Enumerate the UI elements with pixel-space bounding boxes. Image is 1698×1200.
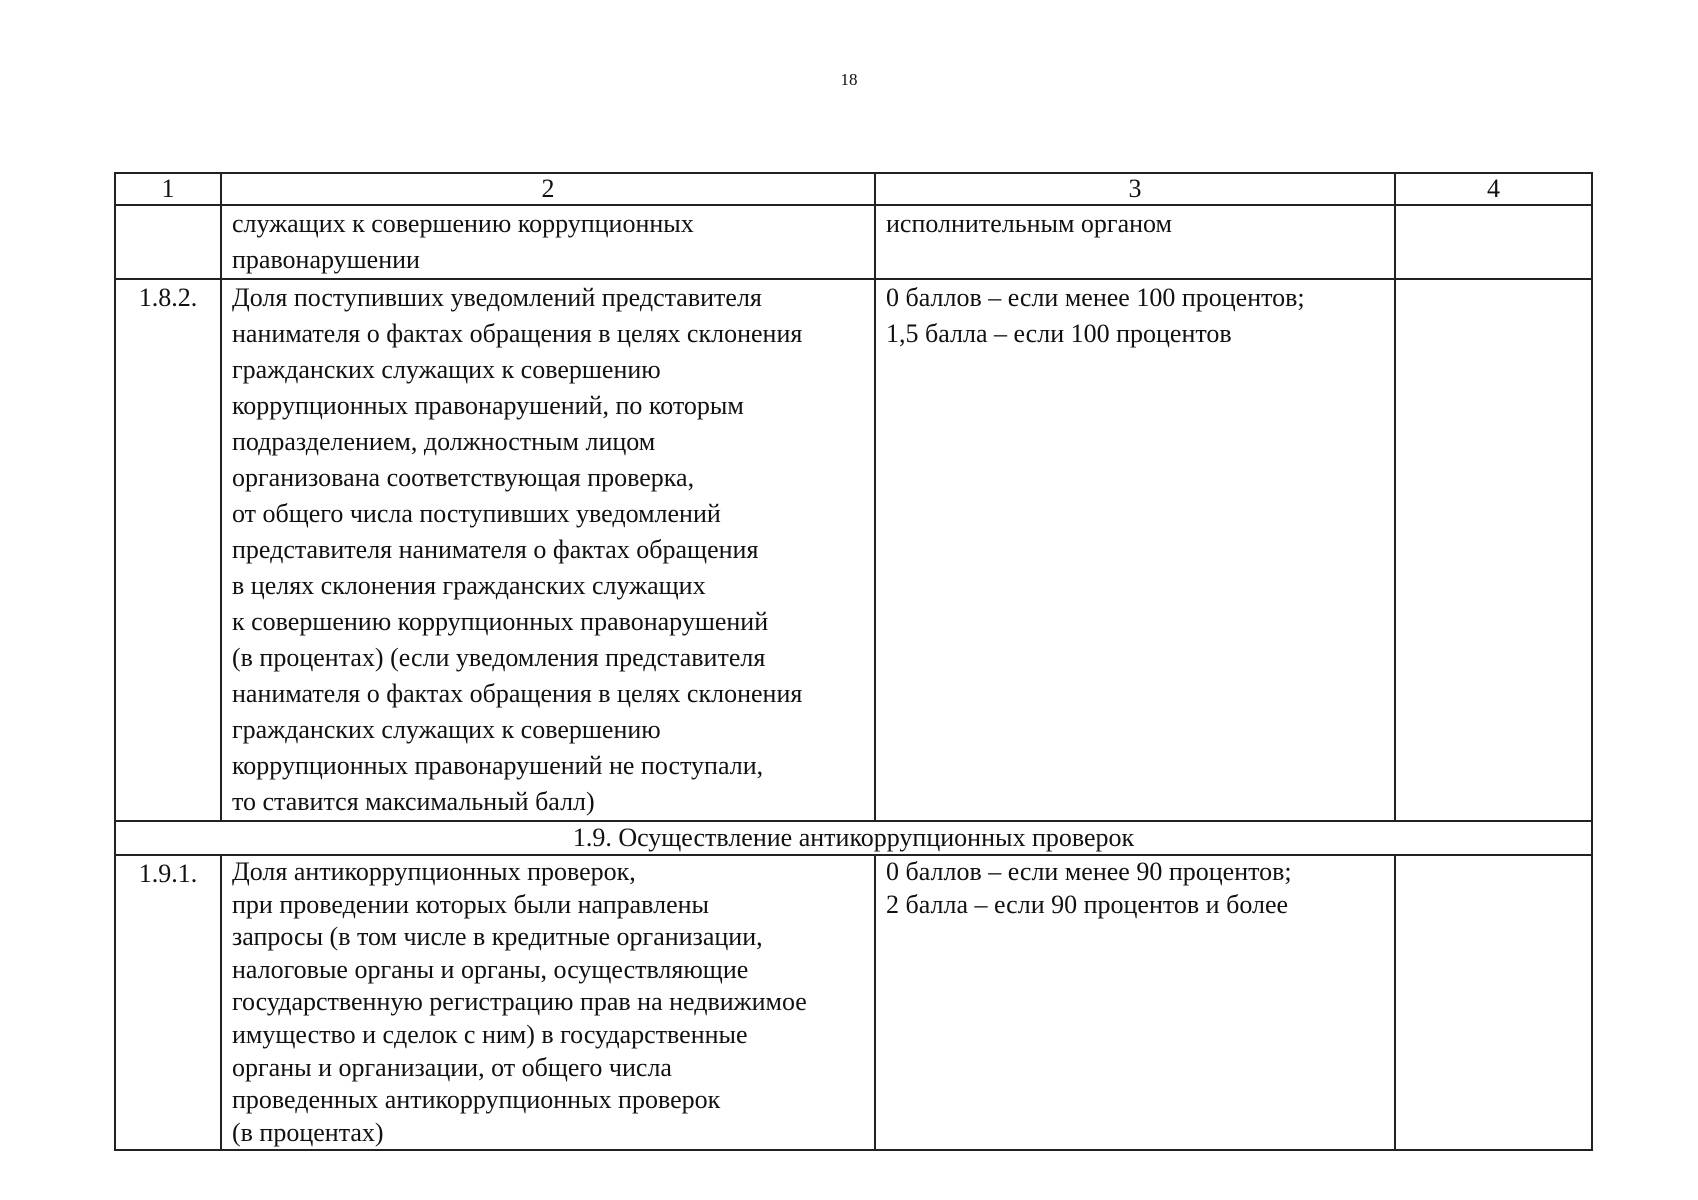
section-title: 1.9. Осуществление антикоррупционных проверок [115, 821, 1592, 855]
description-line: Доля поступивших уведомлений представителя [232, 283, 762, 312]
description-line: в целях склонения гражданских служащих [232, 571, 706, 600]
description-line: то ставится максимальный балл) [232, 787, 595, 816]
column-header-1: 1 [115, 173, 221, 205]
description-line: нанимателя о фактах обращения в целях склонения [232, 319, 803, 348]
score-line: 0 баллов – если менее 100 процентов; [886, 283, 1305, 312]
row-number-cell [115, 205, 221, 279]
score-line: исполнительным органом [886, 209, 1172, 238]
description-line: Доля антикоррупционных проверок, [232, 857, 636, 886]
description-line: органы и организации, от общего числа [232, 1052, 672, 1082]
score-cell [875, 855, 1395, 1150]
row-number-cell: 1.8.2. [115, 279, 221, 821]
score-cell [875, 279, 1395, 821]
description-line: коррупционных правонарушений, по которым [232, 391, 744, 420]
page-number: 18 [840, 70, 858, 89]
criterion-description-cell [221, 205, 875, 279]
score-line: 0 баллов – если менее 90 процентов; [886, 857, 1292, 886]
table-row [115, 279, 1592, 821]
score-line: 2 балла – если 90 процентов и более [886, 889, 1289, 919]
extra-cell [1395, 205, 1592, 279]
criterion-description-cell [221, 279, 875, 821]
description-line: при проведении которых были направлены [232, 889, 710, 919]
description-line: (в процентах) (если уведомления представителя [232, 643, 766, 672]
description-line: от общего числа поступивших уведомлений [232, 499, 721, 528]
description-line: (в процентах) [232, 1117, 384, 1147]
description-line: коррупционных правонарушений не поступали, [232, 751, 764, 780]
section-heading-row [115, 821, 1592, 855]
table-row [115, 205, 1592, 279]
description-line: правонарушении [232, 245, 420, 274]
extra-cell [1395, 855, 1592, 1150]
description-line: проведенных антикоррупционных проверок [232, 1085, 721, 1115]
score-cell [875, 205, 1395, 279]
description-line: организована соответствующая проверка, [232, 463, 695, 492]
description-line: подразделением, должностным лицом [232, 427, 656, 456]
extra-cell [1395, 279, 1592, 821]
description-line: государственную регистрацию прав на недвижимое [232, 987, 807, 1017]
description-line: представителя нанимателя о фактах обращения [232, 535, 759, 564]
score-line: 1,5 балла – если 100 процентов [886, 319, 1232, 348]
description-line: запросы (в том числе в кредитные организации, [232, 922, 763, 952]
description-line: нанимателя о фактах обращения в целях склонения [232, 679, 803, 708]
description-line: гражданских служащих к совершению [232, 715, 661, 744]
description-line: к совершению коррупционных правонарушений [232, 607, 769, 636]
row-number-cell: 1.9.1. [115, 855, 221, 1150]
criterion-description-cell [221, 855, 875, 1150]
description-line: гражданских служащих к совершению [232, 355, 661, 384]
criteria-table [114, 172, 1593, 1151]
column-header-2: 2 [221, 173, 875, 205]
table-row [115, 855, 1592, 1150]
table-header-row [115, 173, 1592, 205]
column-header-4: 4 [1395, 173, 1592, 205]
description-line: налоговые органы и органы, осуществляющие [232, 954, 749, 984]
description-line: имущество и сделок с ним) в государственные [232, 1019, 748, 1049]
column-header-3: 3 [875, 173, 1395, 205]
description-line: служащих к совершению коррупционных [232, 209, 694, 238]
